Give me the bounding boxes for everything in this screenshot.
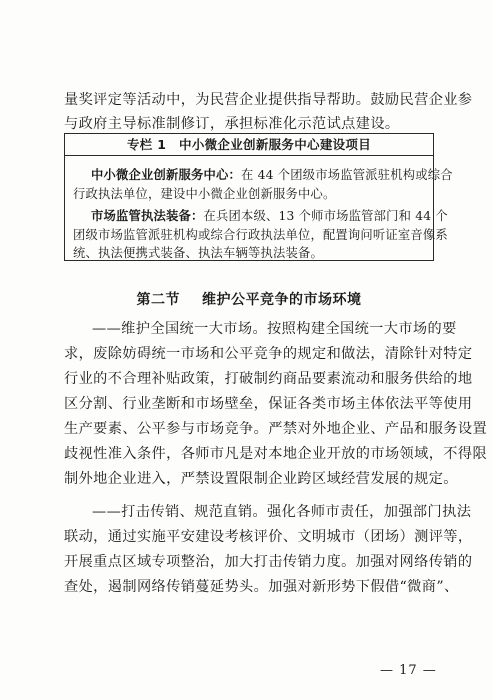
page-number: — 17 — [380,663,437,678]
section-title: 维护公平竞争的市场环境 [202,292,362,308]
body-text-line: 联动，通过实施平安建设考核评价、文明城市（团场）测评等， [64,529,473,545]
body-text-line: ——维护全国统一大市场。按照构建全国统一大市场的要 [92,321,457,337]
feature-item-label: 中小微企业创新服务中心： [91,168,241,182]
body-text-line: 生产要素、公平参与市场竞争。严禁对外地企业、产品和服务设置 [64,421,488,437]
feature-box-line: 团级市场监管派驻机构或综合行政执法单位，配置询问听证室音像系 [73,228,448,242]
body-text-line: 求，废除妨碍统一市场和公平竞争的规定和做法，清除针对特定 [64,346,473,362]
body-text-line: ——打击传销、规范直销。强化各师市责任，加强部门执法 [92,504,472,520]
section-number: 第二节 [136,292,180,308]
body-text-line: 开展重点区域专项整治，加大打击传销力度。加强对网络传销的 [64,554,473,570]
feature-box-line [91,166,453,184]
feature-item-text: 在兵团本级、13 个师市场监管部门和 44 个 [203,209,448,223]
feature-box-line [91,207,448,225]
body-text-line: 查处，遏制网络传销蔓延势头。加强对新形势下假借“微商”、 [64,579,459,595]
feature-item-label: 市场监管执法装备： [91,209,204,223]
body-text-line: 歧视性准入条件，各师市凡是对本地企业开放的市场领域，不得限 [64,446,488,462]
feature-box-line: 行政执法单位，建设中小微企业创新服务中心。 [73,187,336,201]
body-text-line: 与政府主导标准制修订，承担标准化示范试点建设。 [64,116,400,132]
feature-item-text: 在 44 个团级市场监管派驻机构或综合 [240,168,453,182]
body-text-line: 量奖评定等活动中，为民营企业提供指导帮助。鼓励民营企业参 [64,92,473,108]
body-text-line: 行业的不合理补贴政策，打破制约商品要素流动和服务供给的地 [64,371,473,387]
feature-box-line: 统、执法便携式装备、执法车辆等执法装备。 [73,246,323,260]
body-text-line: 制外地企业进入，严禁设置限制企业跨区域经营发展的规定。 [64,471,458,487]
feature-box-title: 专栏 1 中小微企业创新服务中心建设项目 [65,134,433,156]
section-heading [64,290,434,310]
feature-box [64,133,453,261]
body-text-line: 区分割、行业垄断和市场壁垒，保证各类市场主体依法平等使用 [64,396,473,412]
